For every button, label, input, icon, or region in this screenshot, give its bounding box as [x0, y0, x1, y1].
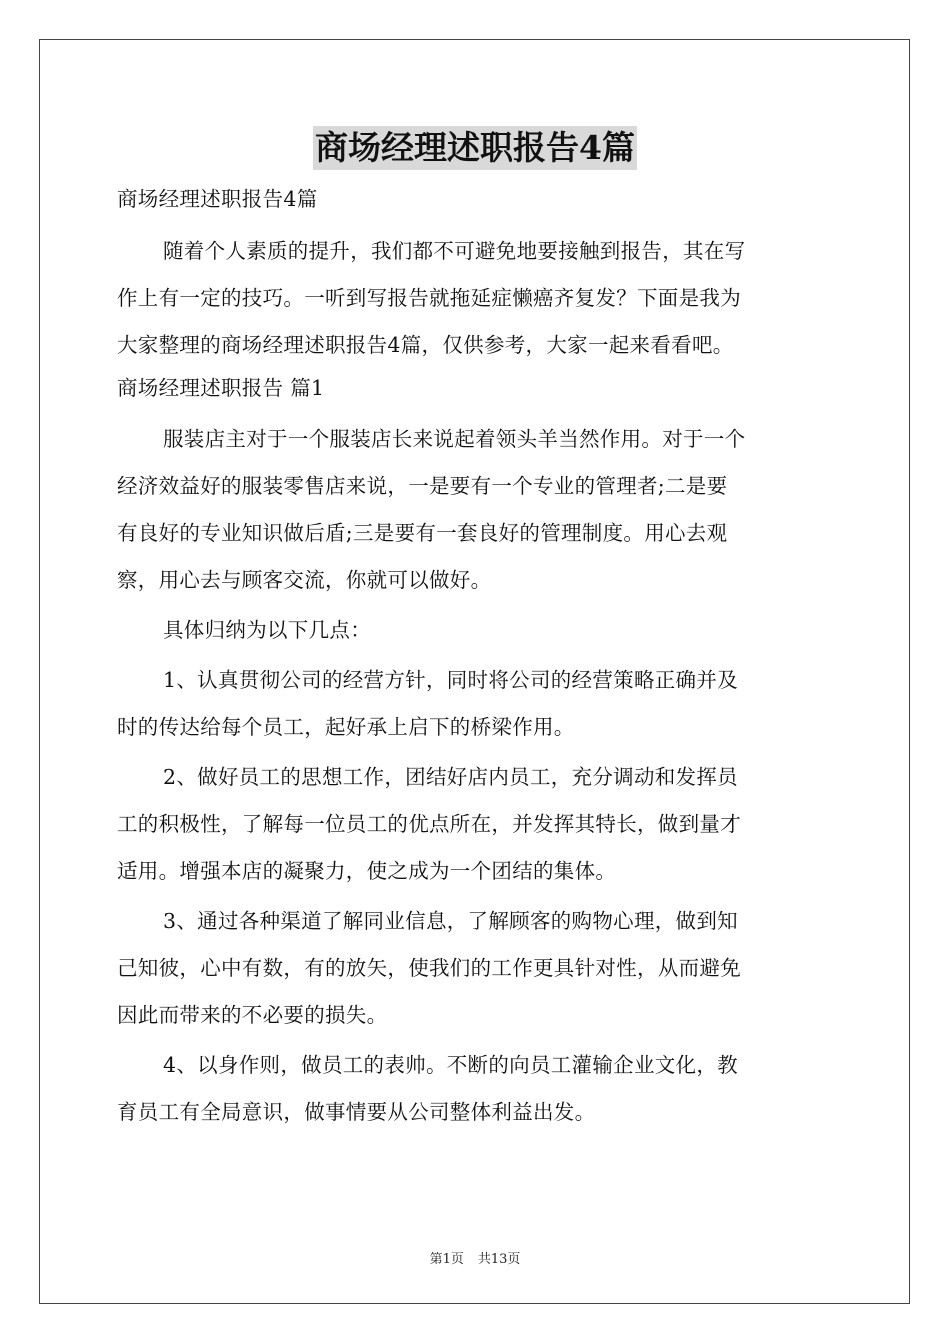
- paragraph-line: 具体归纳为以下几点：: [163, 618, 371, 642]
- body-paragraph: [117, 754, 834, 895]
- paragraph-line: 育员工有全局意识，做事情要从公司整体利益出发。: [117, 1100, 596, 1124]
- paragraph-line: 因此而带来的不必要的损失。: [117, 1003, 388, 1027]
- paragraph-line: 2、做好员工的思想工作，团结好店内员工，充分调动和发挥员: [163, 765, 738, 789]
- paragraph-line: 工的积极性，了解每一位员工的优点所在，并发挥其特长，做到量才: [117, 812, 741, 836]
- page-number: 第1页: [429, 1252, 464, 1267]
- body-paragraph: [117, 1042, 834, 1136]
- paragraph-line: 己知彼，心中有数，有的放矢，使我们的工作更具针对性，从而避免: [117, 956, 741, 980]
- paragraph-line: 4、以身作则，做员工的表帅。不断的向员工灌输企业文化，教: [163, 1053, 738, 1077]
- paragraph-line: 时的传达给每个员工，起好承上启下的桥梁作用。: [117, 715, 575, 739]
- paragraph-line: 适用。增强本店的凝聚力，使之成为一个团结的集体。: [117, 859, 617, 883]
- paragraph-line: 3、通过各种渠道了解同业信息，了解顾客的购物心理，做到知: [163, 909, 738, 933]
- paragraph-line: 1、认真贯彻公司的经营方针，同时将公司的经营策略正确并及: [163, 668, 738, 692]
- paragraph-line: 察，用心去与顾客交流，你就可以做好。: [117, 568, 492, 592]
- paragraph-line: 服装店主对于一个服装店长来说起着领头羊当然作用。对于一个: [163, 427, 746, 451]
- document-body: [117, 180, 834, 1136]
- title-container: [0, 126, 950, 170]
- page-footer: [0, 1248, 950, 1267]
- body-paragraph: [117, 607, 834, 654]
- paragraph-line: 经济效益好的服装零售店来说，一是要有一个专业的管理者;二是要: [117, 474, 728, 498]
- body-paragraph: [117, 657, 834, 751]
- document-title: 商场经理述职报告4篇: [313, 126, 637, 170]
- section-heading: 商场经理述职报告 篇1: [117, 376, 325, 400]
- paragraph-line: 有良好的专业知识做后盾;三是要有一套良好的管理制度。用心去观: [117, 521, 728, 545]
- paragraph-line: 作上有一定的技巧。一听到写报告就拖延症懒癌齐复发？下面是我为: [117, 286, 741, 310]
- intro-paragraph: [117, 228, 834, 369]
- paragraph-line: 随着个人素质的提升，我们都不可避免地要接触到报告，其在写: [163, 239, 746, 263]
- paragraph-line: 大家整理的商场经理述职报告4篇，仅供参考，大家一起来看看吧。: [117, 333, 734, 357]
- body-paragraph: [117, 416, 834, 604]
- page-total: 共13页: [477, 1252, 521, 1267]
- body-paragraph: [117, 898, 834, 1039]
- document-subtitle: 商场经理述职报告4篇: [117, 187, 318, 211]
